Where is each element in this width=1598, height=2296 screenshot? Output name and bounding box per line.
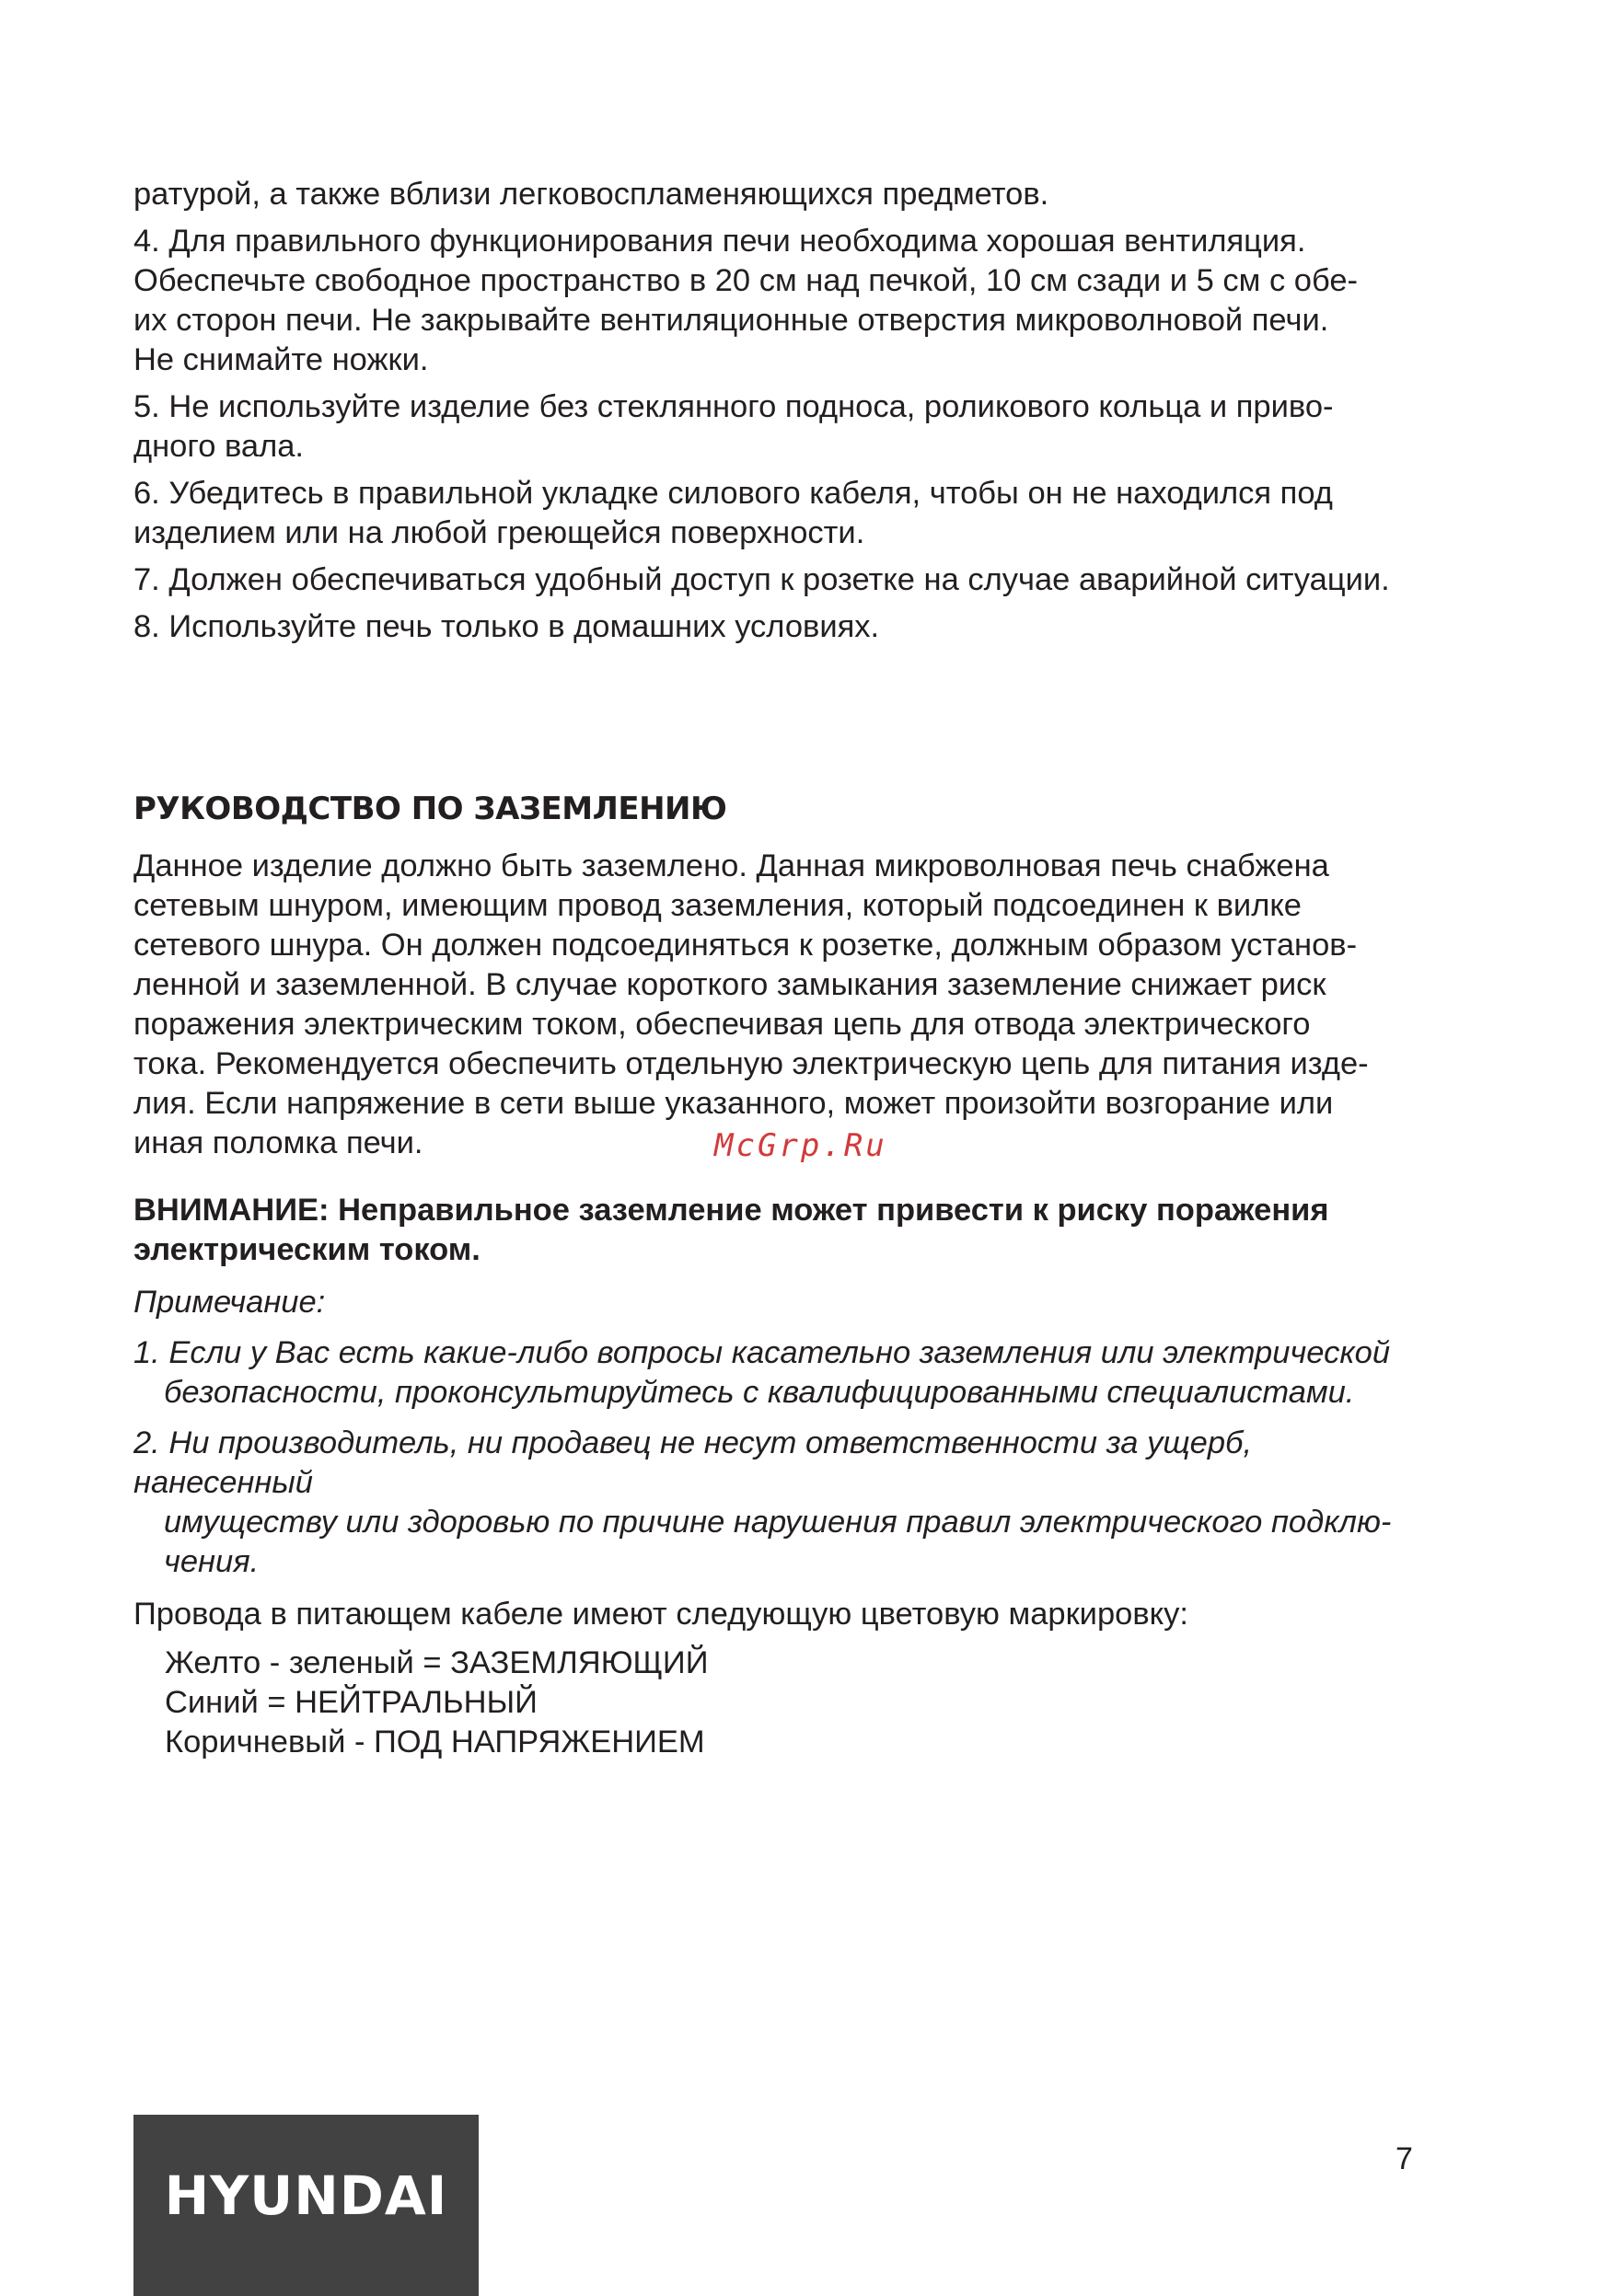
wires-intro: Провода в питающем кабеле имеют следующую цветовую маркировку: xyxy=(133,1597,1188,1632)
text-line: Обеспечьте свободное пространство в 20 см над печкой, 10 см сзади и 5 см с обе- xyxy=(133,263,1359,298)
text-line: лия. Если напряжение в сети выше указанного, может произойти возгорание или xyxy=(133,1086,1334,1121)
text-line: 5. Не используйте изделие без стеклянного подноса, роликового кольца и приво- xyxy=(133,389,1334,424)
text-line: чения. xyxy=(164,1544,260,1579)
text-line: электрическим током. xyxy=(133,1232,481,1267)
list-item-4 xyxy=(133,222,1422,380)
wire-item: Коричневый - ПОД НАПРЯЖЕНИЕМ xyxy=(165,1725,705,1759)
text-line: имуществу или здоровью по причине нарушения правил электрического подклю- xyxy=(164,1505,1392,1540)
text-line: ленной и заземленной. В случае короткого замыкания заземление снижает риск xyxy=(133,967,1326,1002)
text-line: 4. Для правильного функционирования печи необходима хорошая вентиляция. xyxy=(133,224,1306,259)
text-line: дного вала. xyxy=(133,429,304,464)
wire-item: Синий = НЕЙТРАЛЬНЫЙ xyxy=(165,1685,538,1720)
list-item-5 xyxy=(133,387,1422,467)
text-line: их сторон печи. Не закрывайте вентиляционные отверстия микроволновой печи. xyxy=(133,303,1329,338)
list-item-7: 7. Должен обеспечиваться удобный доступ к розетке на случае аварийной ситуации. xyxy=(133,562,1390,597)
paragraph-continuation: ратурой, а также вблизи легковоспламеняющихся предметов. xyxy=(133,177,1049,212)
text-line: Не снимайте ножки. xyxy=(133,342,429,377)
section-heading: РУКОВОДСТВО ПО ЗАЗЕМЛЕНИЮ xyxy=(133,790,727,827)
note-item-1 xyxy=(133,1333,1422,1413)
note-label: Примечание: xyxy=(133,1285,326,1320)
text-line: изделием или на любой греющейся поверхности. xyxy=(133,515,865,550)
text-line: Данное изделие должно быть заземлено. Данная микроволновая печь снабжена xyxy=(133,848,1329,883)
text-line: ВНИМАНИЕ: Неправильное заземление может привести к риску поражения xyxy=(133,1193,1329,1228)
grounding-section xyxy=(133,786,1422,1762)
text-line: тока. Рекомендуется обеспечить отдельную электрическую цепь для питания изде- xyxy=(133,1046,1369,1081)
warning-block xyxy=(133,1191,1422,1270)
list-item-6 xyxy=(133,474,1422,553)
intro-safety-list xyxy=(133,175,1422,647)
text-line: 1. Если у Вас есть какие-либо вопросы касательно заземления или электрической xyxy=(133,1335,1391,1370)
wire-color-list xyxy=(165,1644,1422,1762)
page-number: 7 xyxy=(1395,2141,1413,2176)
text-line: поражения электрическим током, обеспечивая цепь для отвода электрического xyxy=(133,1007,1311,1042)
note-item-2 xyxy=(133,1424,1422,1582)
text-line: иная поломка печи. xyxy=(133,1125,423,1160)
watermark: McGrp.Ru xyxy=(714,1127,887,1164)
brand-logo xyxy=(133,2115,479,2296)
grounding-body xyxy=(133,847,1422,1163)
text-line: 6. Убедитесь в правильной укладке силового кабеля, чтобы он не находился под xyxy=(133,476,1333,511)
text-line: сетевого шнура. Он должен подсоединяться к розетке, должным образом установ- xyxy=(133,928,1358,963)
text-line: безопасности, проконсультируйтесь с квалифицированными специалистами. xyxy=(164,1375,1355,1410)
list-item-8: 8. Используйте печь только в домашних условиях. xyxy=(133,609,880,644)
text-line: 2. Ни производитель, ни продавец не несут ответственности за ущерб, нанесенный xyxy=(133,1425,1253,1500)
text-line: сетевым шнуром, имеющим провод заземления, который подсоединен к вилке xyxy=(133,888,1302,923)
wire-item: Желто - зеленый = ЗАЗЕМЛЯЮЩИЙ xyxy=(165,1645,709,1680)
brand-logo-text: HYUNDAI xyxy=(164,2163,448,2227)
